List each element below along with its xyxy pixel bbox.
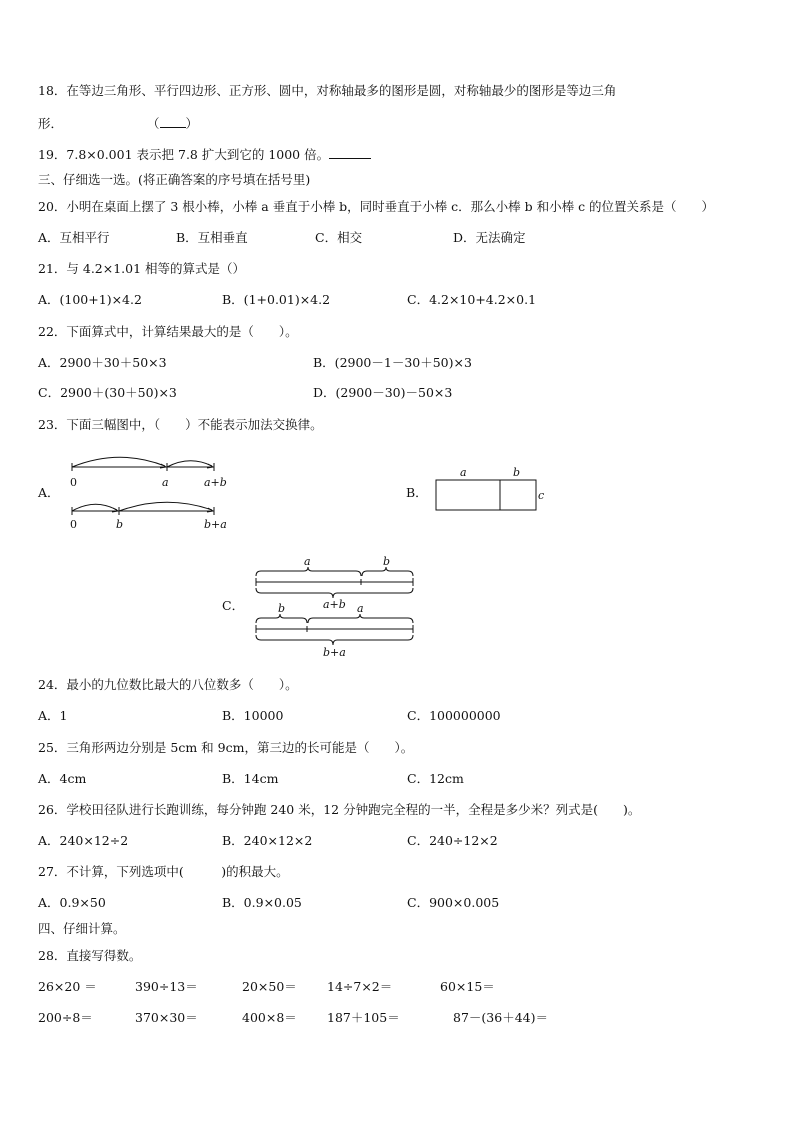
q24-option-a[interactable]: A．1 [38, 708, 68, 723]
q24-text: 24．最小的九位数比最大的八位数多（ ）。 [38, 677, 298, 692]
fig-b-label-a: a [460, 466, 467, 479]
q28-r2-item4: 187＋105＝ [327, 1010, 400, 1025]
fig-a-label-bpa: b+a [204, 518, 227, 531]
q23-figure-a [62, 450, 242, 532]
q21-text: 21．与 4.2×1.01 相等的算式是（） [38, 261, 246, 276]
fig-b-label-c: c [538, 489, 545, 502]
q20-option-a[interactable]: A．互相平行 [38, 230, 110, 245]
q23-figure-b [430, 463, 560, 515]
fig-c-label-a2: a [357, 602, 364, 615]
q23-figure-c [250, 552, 420, 660]
q22-option-c[interactable]: C．2900＋(30＋50)×3 [38, 385, 177, 400]
q18-line2 [38, 116, 198, 132]
q28-r2-item2: 370×30＝ [135, 1010, 198, 1025]
q28-text: 28．直接写得数。 [38, 948, 142, 963]
fig-a-zero1: 0 [70, 476, 77, 489]
fig-c-label-bpa: b+a [323, 646, 346, 659]
q18-line2-start: 形． [38, 116, 64, 131]
q18-paren-close: ） [185, 116, 199, 131]
fig-a-label-apb: a+b [204, 476, 227, 489]
q23-label-c[interactable]: C． [222, 598, 245, 613]
q24-option-c[interactable]: C．100000000 [407, 708, 501, 723]
q28-r1-item5: 60×15＝ [440, 979, 495, 994]
fig-a-label-a: a [162, 476, 169, 489]
q18-line1: 18．在等边三角形、平行四边形、正方形、圆中，对称轴最多的图形是圆，对称轴最少的图形是等边三角 [38, 83, 617, 98]
section4-heading: 四、仔细计算。 [38, 921, 126, 936]
q20-option-b[interactable]: B．互相垂直 [176, 230, 248, 245]
q26-text: 26．学校田径队进行长跑训练，每分钟跑 240 米，12 分钟跑完全程的一半，全程是多少米？列式是( )。 [38, 802, 641, 817]
fig-a-zero2: 0 [70, 518, 77, 531]
q21-option-b[interactable]: B．(1+0.01)×4.2 [222, 292, 331, 307]
q26-option-a[interactable]: A．240×12÷2 [38, 833, 129, 848]
q22-option-b[interactable]: B．(2900－1－30＋50)×3 [313, 355, 472, 370]
q26-option-c[interactable]: C．240÷12×2 [407, 833, 498, 848]
q25-option-a[interactable]: A．4cm [38, 771, 87, 786]
q23-text: 23．下面三幅图中，（ ）不能表示加法交换律。 [38, 417, 323, 432]
q27-option-a[interactable]: A．0.9×50 [38, 895, 106, 910]
q28-r1-item3: 20×50＝ [242, 979, 297, 994]
q23-label-a[interactable]: A． [38, 485, 60, 500]
q18-paren-open: （ [146, 116, 160, 131]
q25-option-b[interactable]: B．14cm [222, 771, 279, 786]
q22-option-d[interactable]: D．(2900－30)－50×3 [313, 385, 453, 400]
q21-option-a[interactable]: A．(100+1)×4.2 [38, 292, 142, 307]
q28-r1-item2: 390÷13＝ [135, 979, 198, 994]
q20-option-d[interactable]: D．无法确定 [453, 230, 526, 245]
q26-option-b[interactable]: B．240×12×2 [222, 833, 313, 848]
q27-option-c[interactable]: C．900×0.005 [407, 895, 500, 910]
q25-text: 25．三角形两边分别是 5cm 和 9cm，第三边的长可能是（ ）。 [38, 740, 414, 755]
q28-r1-item1: 26×20 ＝ [38, 979, 97, 994]
q28-r2-item1: 200÷8＝ [38, 1010, 93, 1025]
q19-line [38, 147, 371, 163]
fig-c-label-a1: a [304, 555, 311, 568]
q20-text: 20．小明在桌面上摆了 3 根小棒，小棒 a 垂直于小棒 b，同时垂直于小棒 c．那么小棒 b 和小棒 c 的位置关系是（ ） [38, 199, 715, 214]
section3-heading: 三、仔细选一选。(将正确答案的序号填在括号里) [38, 172, 311, 187]
q22-text: 22．下面算式中，计算结果最大的是（ ）。 [38, 324, 298, 339]
q22-option-a[interactable]: A．2900＋30＋50×3 [38, 355, 167, 370]
fig-a-label-b: b [116, 518, 124, 531]
q19-text: 19．7.8×0.001 表示把 7.8 扩大到它的 1000 倍。 [38, 147, 330, 162]
q28-r2-item3: 400×8＝ [242, 1010, 297, 1025]
fig-b-label-b: b [513, 466, 521, 479]
q23-label-b[interactable]: B． [406, 485, 428, 500]
q20-option-c[interactable]: C．相交 [315, 230, 363, 245]
q19-answer-blank[interactable] [329, 158, 371, 159]
q21-option-c[interactable]: C．4.2×10+4.2×0.1 [407, 292, 537, 307]
q27-text: 27．不计算，下列选项中( )的积最大。 [38, 864, 289, 879]
q18-answer-blank[interactable] [160, 127, 186, 128]
q27-option-b[interactable]: B．0.9×0.05 [222, 895, 302, 910]
q24-option-b[interactable]: B．10000 [222, 708, 284, 723]
q28-r2-item5: 87－(36＋44)＝ [453, 1010, 548, 1025]
q25-option-c[interactable]: C．12cm [407, 771, 464, 786]
fig-c-label-apb: a+b [323, 598, 346, 611]
fig-c-label-b1: b [383, 555, 391, 568]
q28-r1-item4: 14÷7×2＝ [327, 979, 393, 994]
fig-c-label-b2: b [278, 602, 286, 615]
